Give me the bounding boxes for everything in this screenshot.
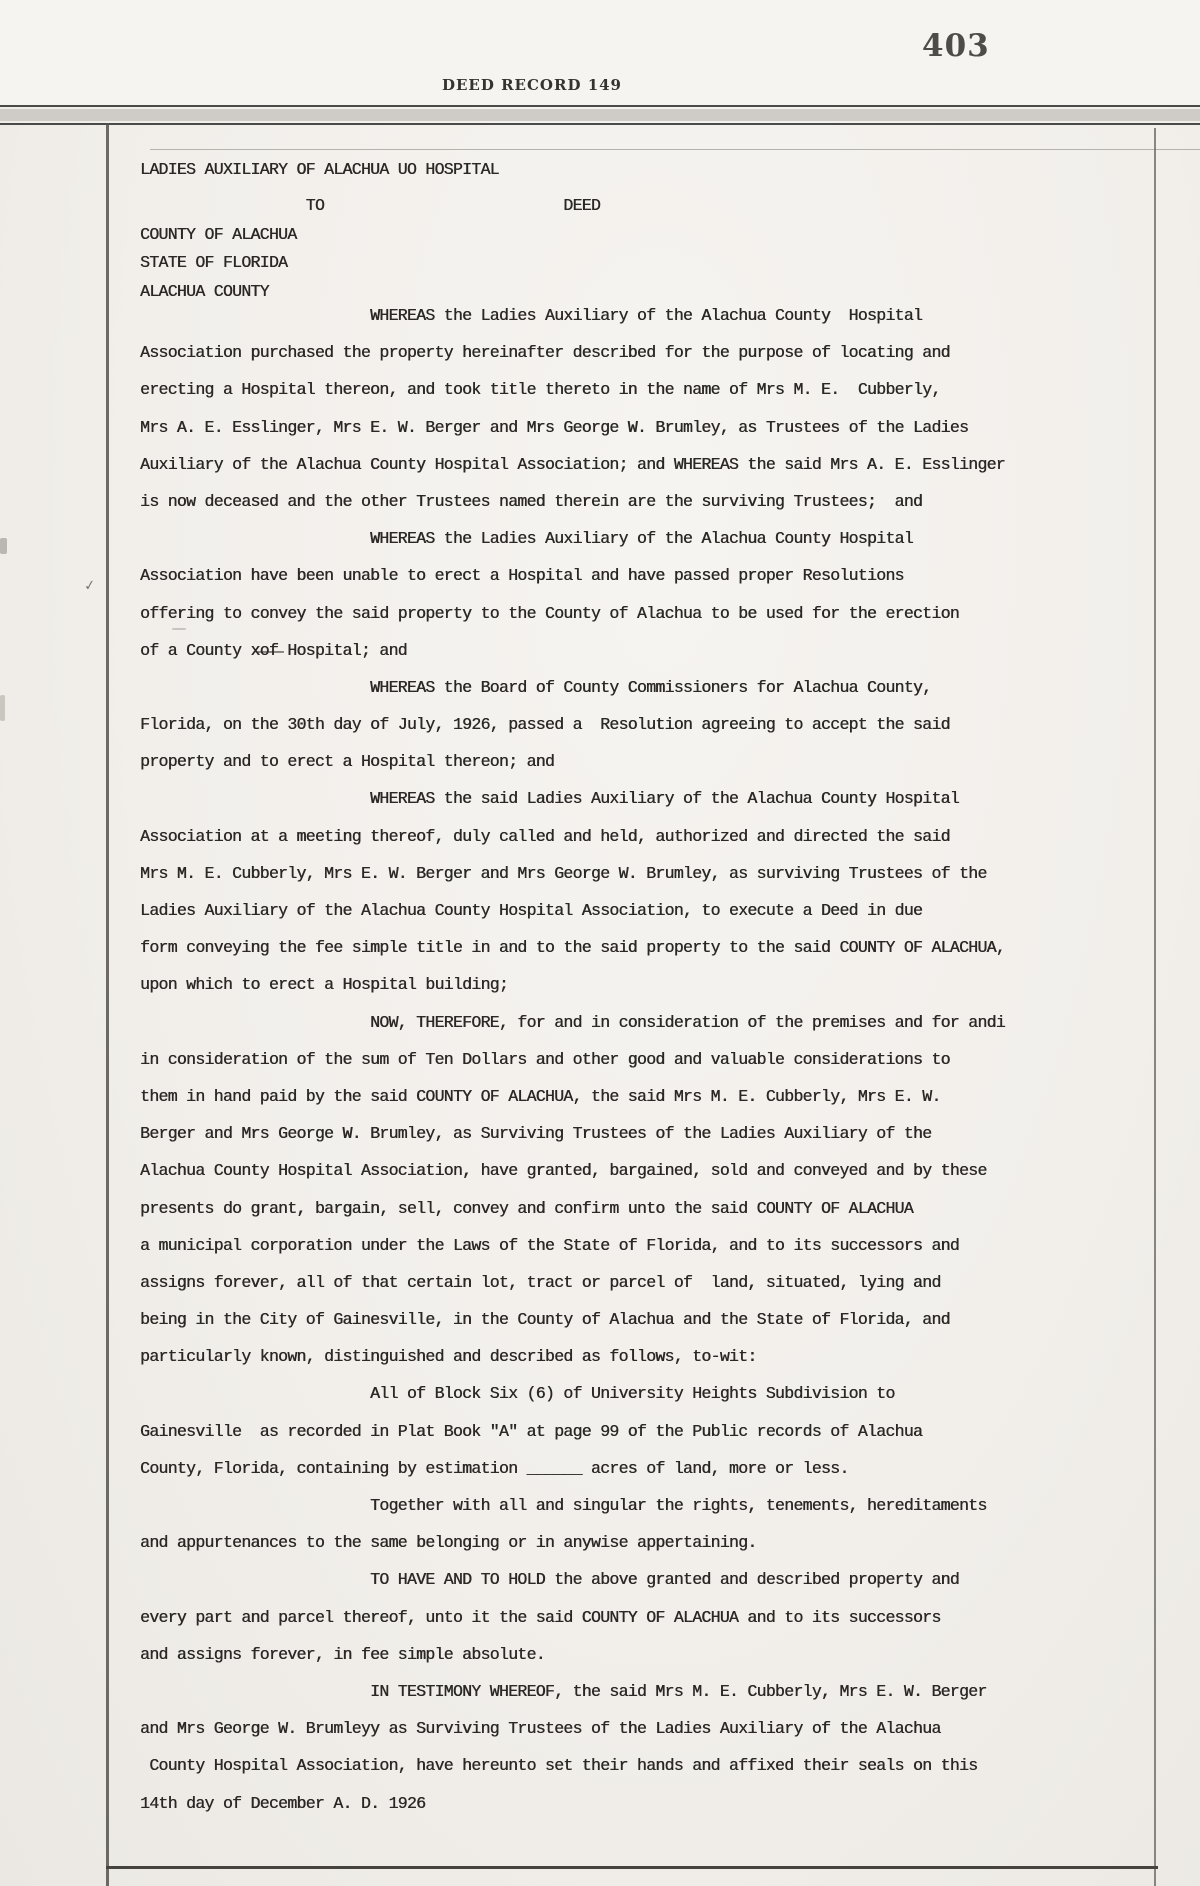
deed-body-line: Association have been unable to erect a Hospital and have passed proper Resolutions [140, 566, 904, 586]
top-faint-rule [150, 149, 1200, 150]
deed-body-line: WHEREAS the Ladies Auxiliary of the Alachua County Hospital [140, 529, 913, 549]
deed-body-line: every part and parcel thereof, unto it the said COUNTY OF ALACHUA and to its successors [140, 1607, 941, 1627]
deed-title-line: ALACHUA COUNTY [140, 281, 269, 301]
deed-body-line: NOW, THEREFORE, for and in consideration of the premises and for andi [140, 1012, 1005, 1032]
deed-body-line: All of Block Six (6) of University Heights Subdivision to [140, 1384, 895, 1404]
deed-body-line: WHEREAS the Board of County Commissioners for Alachua County, [140, 677, 932, 697]
deed-body-line: a municipal corporation under the Laws of the State of Florida, and to its successors and [140, 1235, 959, 1255]
deed-body-line: County Hospital Association, have hereunto set their hands and affixed their seals on this [140, 1756, 978, 1776]
top-double-rule-upper [0, 105, 1200, 107]
deed-title-line: TO DEED [140, 196, 601, 216]
deed-body-line: erecting a Hospital thereon, and took title thereto in the name of Mrs M. E. Cubberly, [140, 380, 941, 400]
deed-body-line: property and to erect a Hospital thereon; and [140, 752, 555, 772]
deed-body-line: in consideration of the sum of Ten Dollars and other good and valuable considerations to [140, 1049, 950, 1069]
top-double-rule-lower [0, 123, 1200, 125]
deed-body-line: them in hand paid by the said COUNTY OF ALACHUA, the said Mrs M. E. Cubberly, Mrs E. W. [140, 1086, 941, 1106]
scan-edge-artifact [0, 538, 7, 554]
deed-body-line: Association purchased the property hereinafter described for the purpose of locating and [140, 343, 950, 363]
deed-title-line: LADIES AUXILIARY OF ALACHUA UO HOSPITAL [140, 160, 499, 179]
left-margin-rule [106, 123, 109, 1886]
deed-body-line: Gainesville as recorded in Plat Book "A" at page 99 of the Public records of Alachua [140, 1421, 923, 1441]
right-margin-rule [1154, 128, 1156, 1886]
deed-body-line: is now deceased and the other Trustees named therein are the surviving Trustees; and [140, 491, 923, 511]
deed-title-block [140, 160, 600, 310]
deed-title-line: STATE OF FLORIDA [140, 253, 288, 273]
deed-body-line: being in the City of Gainesville, in the County of Alachua and the State of Florida, and [140, 1310, 950, 1330]
deed-body-line: and Mrs George W. Brumleyy as Surviving Trustees of the Ladies Auxiliary of the Alachua [140, 1719, 941, 1739]
deed-body-line: assigns forever, all of that certain lot, tract or parcel of land, situated, lying and [140, 1272, 941, 1292]
deed-body-line: IN TESTIMONY WHEREOF, the said Mrs M. E. Cubberly, Mrs E. W. Berger [140, 1681, 987, 1701]
deed-body-line: of a County x̶o̶f̶ Hospital; and [140, 640, 407, 660]
deed-body-line: Mrs M. E. Cubberly, Mrs E. W. Berger and Mrs George W. Brumley, as surviving Trustees of the [140, 863, 987, 883]
deed-body-line: presents do grant, bargain, sell, convey and confirm unto the said COUNTY OF ALACHUA [140, 1198, 913, 1218]
scan-edge-artifact [0, 695, 5, 721]
deed-body-line: and assigns forever, in fee simple absolute. [140, 1644, 545, 1664]
bottom-rule [106, 1866, 1158, 1869]
deed-body-line: 14th day of December A. D. 1926 [140, 1793, 426, 1813]
deed-body-line: County, Florida, containing by estimation ______ acres of land, more or less. [140, 1458, 849, 1478]
top-double-rule-band [0, 109, 1200, 121]
deed-body-line: Berger and Mrs George W. Brumley, as Surviving Trustees of the Ladies Auxiliary of the [140, 1124, 932, 1144]
deed-body-line: and appurtenances to the same belonging or in anywise appertaining. [140, 1533, 757, 1553]
deed-body-line: Alachua County Hospital Association, have granted, bargained, sold and conveyed and by these [140, 1161, 987, 1181]
deed-body-line: Ladies Auxiliary of the Alachua County Hospital Association, to execute a Deed in due [140, 901, 923, 920]
page-number: 403 [922, 28, 990, 64]
deed-body-line: upon which to erect a Hospital building; [140, 975, 509, 995]
deed-body-line: TO HAVE AND TO HOLD the above granted and described property and [140, 1570, 959, 1590]
deed-body-line: Association at a meeting thereof, duly called and held, authorized and directed the said [140, 826, 950, 846]
deed-title-line: COUNTY OF ALACHUA [140, 224, 297, 244]
deed-body-line: particularly known, distinguished and described as follows, to-wit: [140, 1347, 757, 1367]
deed-body-line: form conveying the fee simple title in and to the said property to the said COUNTY OF ALACHUA, [140, 938, 1005, 958]
deed-body-line: offering to convey the said property to the County of Alachua to be used for the erection [140, 603, 959, 623]
deed-body-line: Auxiliary of the Alachua County Hospital Association; and WHEREAS the said Mrs A. E. Esslinger [140, 454, 1005, 474]
deed-body-line: WHEREAS the said Ladies Auxiliary of the Alachua County Hospital [140, 789, 959, 809]
deed-body-text [140, 306, 1005, 1831]
deed-body-line: Together with all and singular the rights, tenements, hereditaments [140, 1496, 987, 1515]
deed-body-line: WHEREAS the Ladies Auxiliary of the Alachua County Hospital [140, 306, 923, 325]
margin-checkmark: ✓ [82, 577, 97, 595]
deed-body-line: Florida, on the 30th day of July, 1926, passed a Resolution agreeing to accept the said [140, 715, 950, 735]
deed-record-header: DEED RECORD 149 [441, 76, 622, 94]
deed-body-line: Mrs A. E. Esslinger, Mrs E. W. Berger and Mrs George W. Brumley, as Trustees of the Ladies [140, 417, 969, 437]
